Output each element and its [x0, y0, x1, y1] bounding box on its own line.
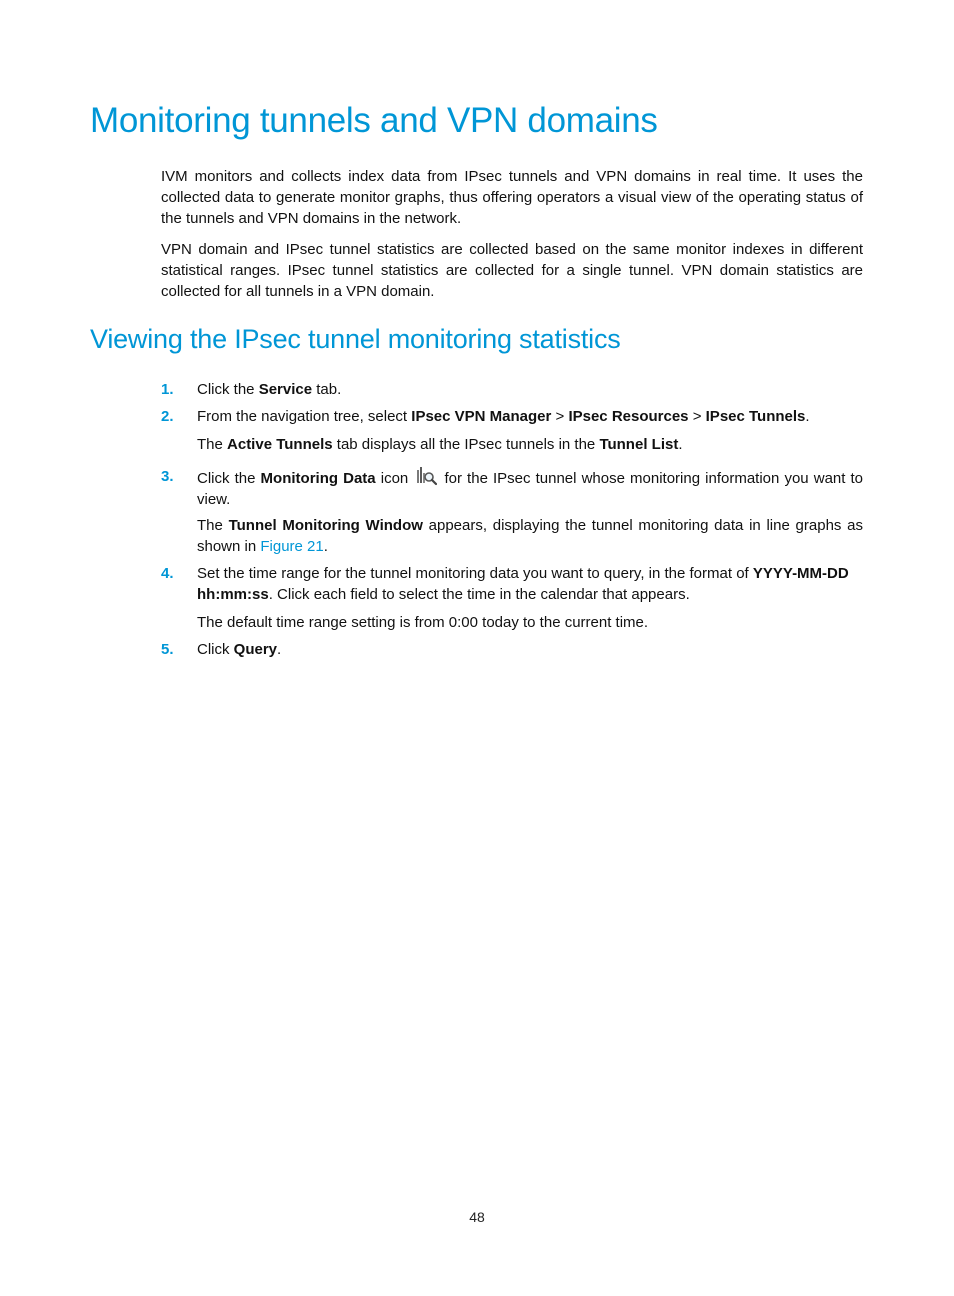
step-number: 2.	[161, 408, 174, 425]
intro-paragraph-2: VPN domain and IPsec tunnel statistics are collected based on the same monitor indexes in different statistical ranges. IPsec tunnel statistics are collected for a single tunnel. VPN domain statistics are collected for all tunnels in a VPN domain.	[161, 241, 863, 300]
step-text: Click Query.	[197, 641, 282, 658]
page-title: Monitoring tunnels and VPN domains	[90, 101, 658, 140]
page-number: 48	[469, 1209, 485, 1225]
step-number: 5.	[161, 641, 174, 658]
step-text: Click the Service tab.	[197, 381, 342, 398]
figure-21-link[interactable]: Figure 21	[260, 538, 324, 555]
step-note: The Tunnel Monitoring Window appears, displaying the tunnel monitoring data in line graphs as shown in Figure 21.	[197, 517, 863, 555]
step-text: Set the time range for the tunnel monitoring data you want to query, in the format of YYYY-MM-DD hh:mm:ss. Click each field to select the time in the calendar that appears.	[197, 565, 849, 603]
step-note: The Active Tunnels tab displays all the IPsec tunnels in the Tunnel List.	[197, 436, 683, 453]
step-note: The default time range setting is from 0:00 today to the current time.	[197, 614, 649, 631]
step-text: Click the Monitoring Data icon for the IPsec tunnel whose monitoring information you want to view.	[197, 466, 863, 510]
step-text: From the navigation tree, select IPsec VPN Manager > IPsec Resources > IPsec Tunnels.	[197, 408, 810, 425]
monitoring-data-icon	[415, 466, 437, 486]
step-number: 1.	[161, 381, 174, 398]
step-number: 4.	[161, 565, 174, 582]
step-number: 3.	[161, 468, 174, 485]
intro-paragraph-1: IVM monitors and collects index data from IPsec tunnels and VPN domains in real time. It uses the collected data to generate monitor graphs, thus offering operators a visual view of the operating status of the tunnels and VPN domains in the network.	[161, 168, 863, 227]
section-heading: Viewing the IPsec tunnel monitoring statistics	[90, 324, 621, 354]
